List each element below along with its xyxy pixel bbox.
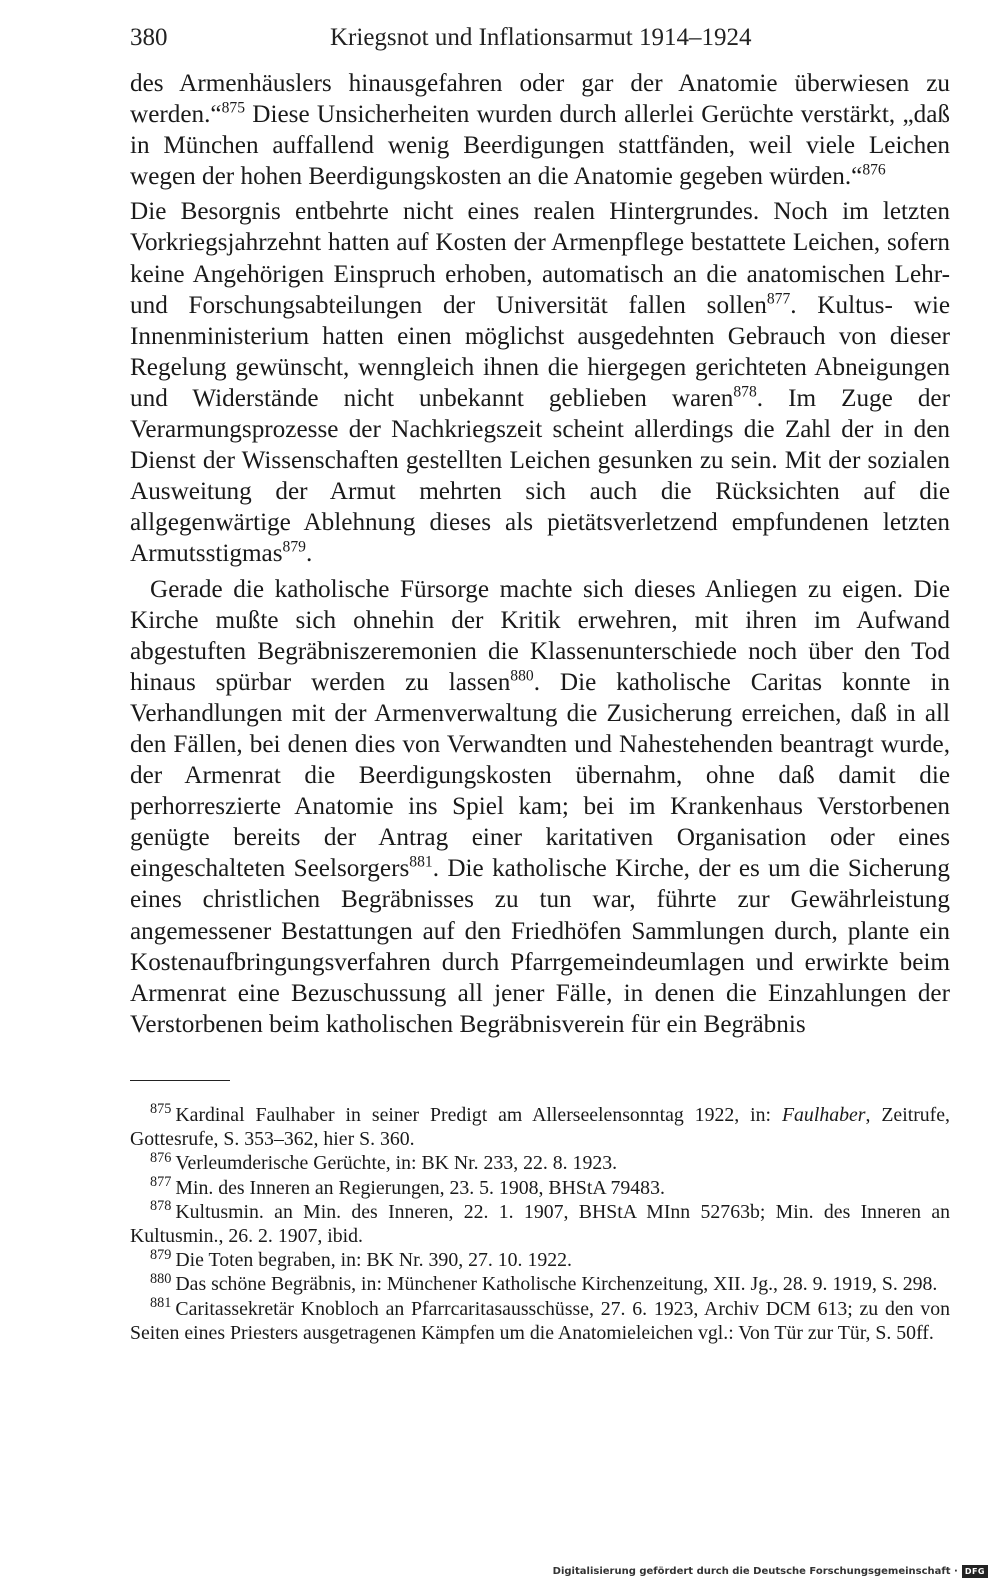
footnotes	[130, 1103, 950, 1345]
main-text	[130, 68, 950, 1040]
footnote-text: Caritassekretär Knobloch an Pfarrcaritasausschüsse, 27. 6. 1923, Archiv DCM 613; zu den von Seiten eines Priesters ausgetragenen Kämpfen um die Anatomieleichen vgl.: Von Tür zur Tür, S. 50ff.	[130, 1297, 950, 1344]
footnote-number: 881	[150, 1294, 172, 1311]
footnote-italic-text: Faulhaber	[781, 1103, 866, 1126]
paragraph-1-text-2: Diese Unsicherheiten wurden durch allerlei Gerüchte verstärkt, „daß in München auffallend wenig Beerdigungen stattfänden, weil viele Leichen wegen der hohen Beerdigungskosten an die Anatomie gegeben würden.“	[130, 101, 950, 191]
footnote-877	[130, 1173, 950, 1200]
footnote-text: Das schöne Begräbnis, in: Münchener Katholische Kirchenzeitung, XII. Jg., 28. 9. 1919, S. 298.	[175, 1273, 938, 1296]
running-title: Kriegsnot und Inflationsarmut 1914–1924	[330, 24, 752, 51]
book-page	[130, 24, 950, 1345]
paragraph-1-text-1: des Armenhäuslers hinausgefahren oder gar der Anatomie überwiesen zu werden.“	[130, 70, 950, 129]
footnote-880	[130, 1272, 950, 1296]
paragraph-1	[130, 68, 950, 192]
footnote-ref-876: 876	[862, 161, 886, 179]
digitization-credit	[553, 1565, 988, 1578]
paragraph-3-text-1: Gerade die katholische Fürsorge machte sich dieses Anliegen zu eigen. Die Kirche mußte sich ohnehin der Kritik erwehren, mit ihren im Aufwand abgestuften Begräbniszeremonien die Klassenunterschiede noch über den Tod hinaus spürbar werden zu lassen	[130, 575, 950, 696]
page-number: 380	[130, 24, 168, 51]
footnote-881	[130, 1294, 950, 1345]
footnote-divider	[130, 1080, 230, 1081]
footnote-text: Kultusmin. an Min. des Inneren, 22. 1. 1907, BHStA MInn 52763b; Min. des Inneren an Kultusmin., 26. 2. 1907, ibid.	[130, 1200, 950, 1247]
footnote-number: 880	[150, 1270, 172, 1287]
footnote-ref-878: 878	[733, 383, 757, 401]
footnote-876	[130, 1151, 950, 1175]
paragraph-2-text-1: Die Besorgnis entbehrte nicht eines realen Hintergrundes. Noch im letzten Vorkriegsjahrzehnt hatten auf Kosten der Armenpflege bestattete Leichen, sofern keine Angehörigen Einspruch erhoben, automatisch an die anatomischen Lehr- und Forschungsabteilungen der Universität fallen sollen	[130, 198, 950, 319]
paragraph-2-text-4: .	[305, 540, 313, 568]
running-header	[130, 24, 950, 68]
footnote-number: 878	[150, 1198, 172, 1215]
dfg-logo: DFG	[962, 1565, 988, 1578]
paragraph-2	[130, 196, 950, 569]
paragraph-3	[130, 574, 950, 1040]
footnote-text: Min. des Inneren an Regierungen, 23. 5. 1908, BHStA 79483.	[175, 1176, 665, 1199]
footnote-ref-879: 879	[282, 539, 306, 557]
footnote-number: 876	[150, 1149, 172, 1166]
paragraph-3-text-3: . Die katholische Kirche, der es um die Sicherung eines christlichen Begräbnisses zu tun war, führte zur Gewährleistung angemessener Bestattungen auf den Friedhöfen Sammlungen durch, plante ein Kostenaufbringungsverfahren durch Pfarrgemeindeumlagen und erwirkte beim Armenrat eine Bezuschussung all jener Fälle, in denen die Einzahlungen der Verstorbenen beim katholischen Begräbnisverein für ein Begräbnis	[130, 855, 950, 1038]
footnote-number: 875	[150, 1101, 172, 1118]
footnote-text-post: , Zeitrufe, Gottesrufe, S. 353–362, hier S. 360.	[130, 1103, 950, 1151]
footnote-ref-877: 877	[766, 290, 791, 308]
footnote-879	[130, 1248, 950, 1272]
footnote-number: 877	[150, 1173, 172, 1190]
footnote-ref-880: 880	[510, 667, 534, 685]
footnote-text: Die Toten begraben, in: BK Nr. 390, 27. 10. 1922.	[175, 1249, 572, 1272]
footnote-878	[130, 1200, 950, 1248]
paragraph-2-text-2: . Kultus- wie Innenministerium hatten einen möglichst ausgedehnten Gebrauch von dieser Regelung gewünscht, wenngleich ihnen die hiergegen gerichteten Abneigungen und Widerstände nicht unbekannt geblieben waren	[130, 291, 950, 412]
footnote-ref-875: 875	[221, 99, 246, 117]
digitization-text: Digitalisierung gefördert durch die Deutsche Forschungsgemeinschaft ·	[552, 1566, 958, 1577]
footnote-875	[130, 1103, 950, 1151]
footnote-ref-881: 881	[409, 853, 433, 871]
paragraph-2-text-3: . Im Zuge der Verarmungsprozesse der Nachkriegszeit scheint allerdings die Zahl der in den Dienst der Wissenschaften gestellten Leichen gesunken zu sein. Mit der sozialen Ausweitung der Armut mehrten sich auch die Rücksichten auf die allgegenwärtige Ablehnung dieses als pietätsverletzend empfundenen letzten Armutsstigmas	[130, 384, 950, 568]
paragraph-3-text-2: . Die katholische Caritas konnte in Verhandlungen mit der Armenverwaltung die Zusicherung erreichen, daß in all den Fällen, bei denen dies von Verwandten und Nahestehenden beantragt wurde, der Armenrat die Beerdigungskosten übernahm, ohne daß damit die perhorreszierte Anatomie ins Spiel kam; bei im Krankenhaus Verstorbenen genügte bereits der Antrag einer karitativen Organisation oder eines eingeschalteten Seelsorgers	[130, 668, 950, 883]
footnote-text: Verleumderische Gerüchte, in: BK Nr. 233, 22. 8. 1923.	[175, 1152, 618, 1175]
footnote-number: 879	[150, 1246, 172, 1263]
footnote-text: Kardinal Faulhaber in seiner Predigt am Allerseelensonntag 1922, in:	[175, 1103, 782, 1126]
